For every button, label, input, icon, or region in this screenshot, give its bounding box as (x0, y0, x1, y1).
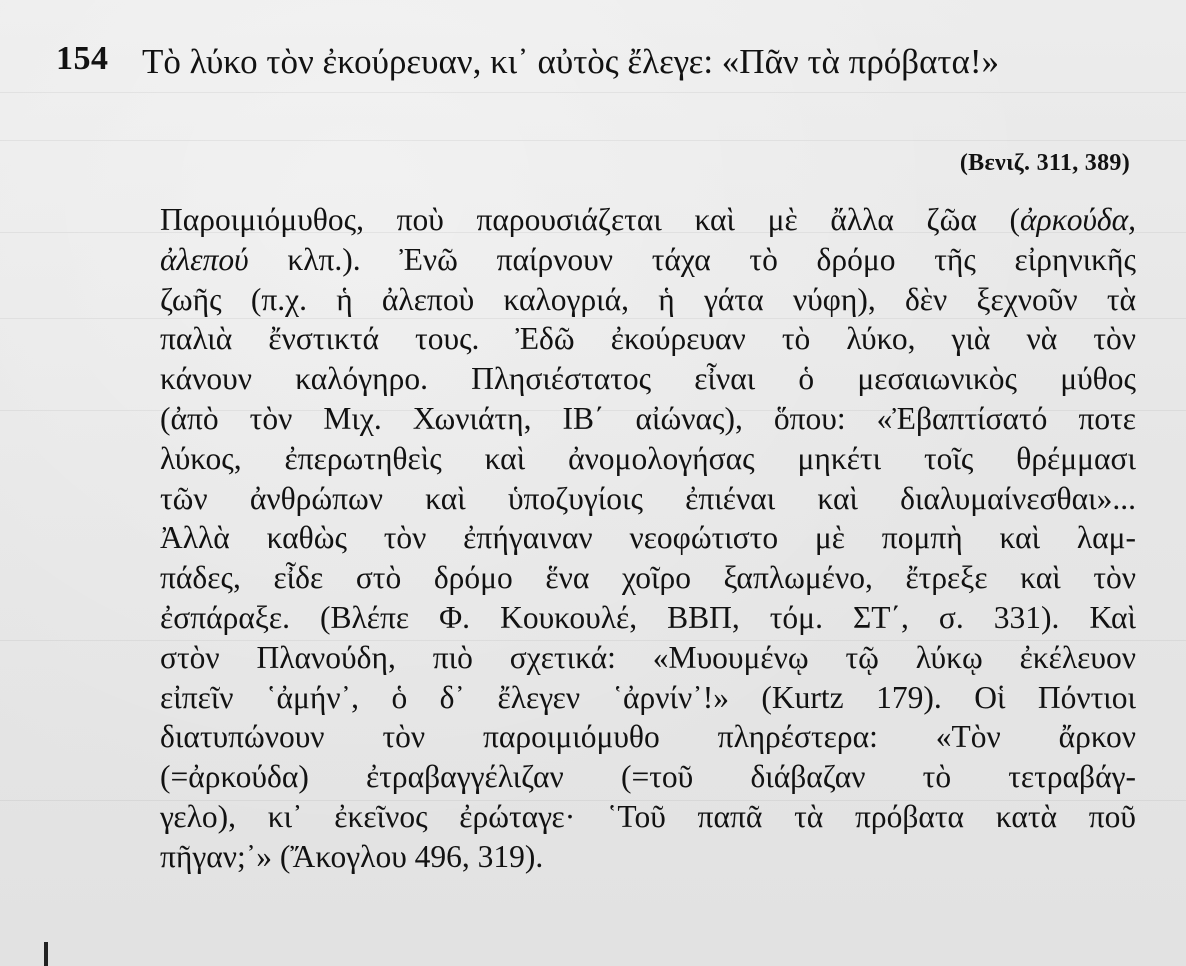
commentary-line (160, 837, 1136, 877)
commentary-line (160, 558, 1136, 598)
line-text: κλπ.). Ἐνῶ παίρνουν τάχα τὸ δρόμο τῆς εἰρηνικῆς (248, 241, 1136, 277)
line-text: διατυπώνουν τὸν παροιμιόμυθο πληρέστερα: «Τὸν ἄρκον (160, 719, 1136, 755)
line-text: (ἀπὸ τὸν Μιχ. Χωνιάτη, ΙΒ΄ αἰώνας), ὅπου: «Ἐβαπτίσατό ποτε (160, 400, 1136, 436)
commentary-line (160, 240, 1136, 280)
commentary (160, 200, 1136, 877)
commentary-line (160, 757, 1136, 797)
line-text: στὸν Πλανούδη, πιὸ σχετικά: «Μυουμένῳ τῷ λύκῳ ἐκέλευον (160, 639, 1136, 675)
commentary-line (160, 280, 1136, 320)
bleed-through-line (0, 92, 1186, 93)
line-text: εἰπεῖν ῾ἀμήν᾽, ὁ δ᾽ ἔλεγεν ῾ἀρνίν᾽!» (Kurtz 179). Οἱ Πόντιοι (160, 679, 1136, 715)
commentary-line (160, 518, 1136, 558)
line-text: παλιὰ ἔνστικτά τους. Ἐδῶ ἐκούρευαν τὸ λύκο, γιὰ νὰ τὸν (160, 321, 1136, 357)
line-text: ἐσπάραξε. (Βλέπε Φ. Κουκουλέ, ΒΒΠ, τόμ. ΣΤ΄, σ. 331). Καὶ (160, 599, 1136, 635)
margin-mark (44, 942, 48, 966)
proverb-text: Τὸ λύκο τὸν ἐκούρευαν, κι᾽ αὐτὸς ἔλεγε: «Πᾶν τὰ πρόβατα!» (142, 42, 999, 81)
line-text: γελο), κι᾽ ἐκεῖνος ἐρώταγε· ῾Τοῦ παπᾶ τὰ πρόβατα κατὰ ποῦ (160, 798, 1136, 834)
italic-word: ἀρκούδα, (1019, 202, 1136, 237)
line-text: (=ἀρκούδα) ἐτραβαγγέλιζαν (=τοῦ διάβαζαν τὸ τετραβάγ- (160, 759, 1136, 795)
commentary-line (160, 439, 1136, 479)
commentary-line (160, 319, 1136, 359)
entry-number: 154 (56, 40, 109, 77)
line-text: ζωῆς (π.χ. ἡ ἀλεποὺ καλογριά, ἡ γάτα νύφη), δὲν ξεχνοῦν τὰ (160, 281, 1136, 317)
commentary-line (160, 797, 1136, 837)
italic-word: ἀλεπού (160, 241, 249, 277)
commentary-line (160, 399, 1136, 439)
line-text: Ἀλλὰ καθὼς τὸν ἐπήγαιναν νεοφώτιστο μὲ πομπὴ καὶ λαμ- (160, 520, 1136, 556)
line-text: κάνουν καλόγηρο. Πλησιέστατος εἶναι ὁ μεσαιωνικὸς μύθος (160, 361, 1136, 397)
commentary-line (160, 200, 1136, 240)
line-text: λύκος, ἐπερωτηθεὶς καὶ ἀνομολογήσας μηκέτι τοῖς θρέμμασι (160, 440, 1136, 476)
commentary-line (160, 598, 1136, 638)
bleed-through-line (0, 140, 1186, 141)
proverb-entry (56, 38, 1146, 86)
line-text: τῶν ἀνθρώπων καὶ ὑποζυγίοις ἐπιέναι καὶ διαλυμαίνεσθαι»... (160, 480, 1136, 516)
line-text: πάδες, εἶδε στὸ δρόμο ἕνα χοῖρο ξαπλωμένο, ἔτρεξε καὶ τὸν (160, 560, 1136, 596)
commentary-line (160, 479, 1136, 519)
line-text: πῆγαν;᾽» (Ἄκογλου 496, 319). (160, 838, 544, 874)
commentary-line (160, 717, 1136, 757)
commentary-line (160, 359, 1136, 399)
line-text: Παροιμιόμυθος, ποὺ παρουσιάζεται καὶ μὲ ἄλλα ζῶα ( (160, 202, 1020, 237)
commentary-line (160, 678, 1136, 718)
commentary-line (160, 638, 1136, 678)
proverb-source: (Βενιζ. 311, 389) (959, 150, 1130, 176)
